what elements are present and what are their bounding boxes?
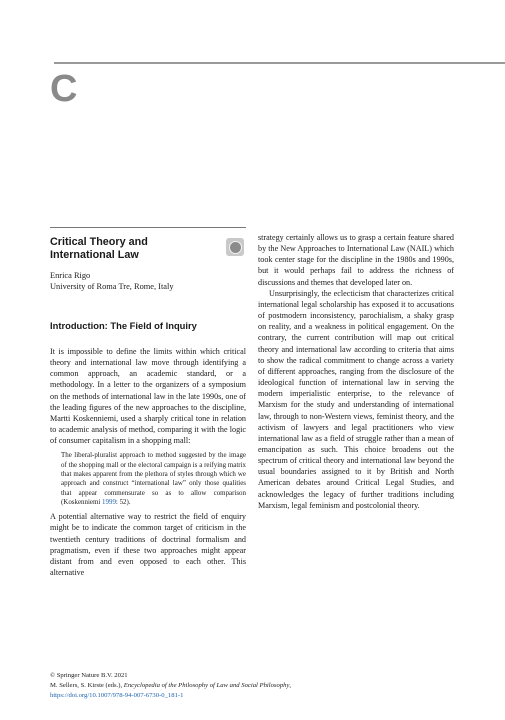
citation-link[interactable]: 1999 — [102, 497, 116, 506]
author-name: Enrica Rigo — [50, 271, 91, 280]
paragraph-1: It is impossible to define the limits within which critical theory and international law move through identifying a common approach, an academic standard, or a methodology. In a letter to the organizers of a symposium on the methods of international law in the late 1990s, one of the leading figures of the new approaches to the discipline, Martti Koskenniemi, used a sharply critical tone in relation to academic analysis of method, comparing it with the logic of consumer capitalism in a shopping mall: — [50, 347, 246, 446]
quote-text: The liberal-pluralist approach to method suggested by the image of the shopping mall or the electoral campaign is a reifying matrix that makes apparent from the plethora of styles through which we approach and construct “international law” only those qualities that appear commensurate so as to allow comparison (Koskenniemi — [61, 451, 246, 506]
doi-link[interactable]: https://doi.org/10.1007/978-94-007-6730-0_181-1 — [50, 691, 184, 699]
top-rule — [54, 62, 505, 64]
paragraph-2: A potential alternative way to restrict the field of enquiry might be to indicate the common target of criticism in the twentieth century traditions of doctrinal formalism and pragmatism, even if these two approaches might appear distant from and even opposed to each other. This alternative — [50, 512, 246, 577]
book-title: Encyclopedia of the Philosophy of Law and Social Philosophy — [123, 681, 290, 689]
section-letter: C — [50, 68, 78, 110]
author-affiliation: University of Roma Tre, Rome, Italy — [50, 282, 174, 291]
paragraph-2-continued: strategy certainly allows us to grasp a certain feature shared by the New Approaches to International Law (NAIL) which took center stage for the discipline in the 1980s and 1990s, but it would perhaps fail to address the richness of discussions and themes that developed later on. — [258, 233, 454, 287]
left-column — [50, 228, 246, 578]
entry-title: Critical Theory and International Law — [50, 236, 148, 261]
section-heading: Introduction: The Field of Inquiry — [50, 320, 197, 331]
block-quote — [61, 451, 246, 507]
right-column — [258, 232, 454, 511]
author-block — [50, 270, 246, 292]
citation-line: M. Sellers, S. Kirste (eds.), Encyclopedia of the Philosophy of Law and Social Philosophy, — [50, 681, 292, 689]
copyright: © Springer Nature B.V. 2021 — [50, 672, 128, 679]
paragraph-3: Unsurprisingly, the eclecticism that characterizes critical international legal scholarship has exposed it to accusations of postmodern inconsistency, parochialism, a shaky grasp on reality, and a weakness in political engagement. On the contrary, the current contribution will map out critical theory and international law according to criteria that aims to show the radical commitment to change across a variety of different approaches, ranging from the disclosure of the ideological function of international law in serving the modern imperialistic enterprise, to the relevance of Marxism for the study and understanding of international law, through to non-Western views, feminist theory, and the activism of lawyers and legal practitioners who view international law as a field of struggle rather than a mean of emancipation as such. This choice broadens out the spectrum of critical theory and international law beyond the usual boundaries assigned to it by British and North American debates around Critical Legal Studies, and acknowledges the legacy of further traditions including Marxism, legal feminism and postcolonial theory. — [258, 288, 454, 510]
check-for-updates-icon[interactable] — [226, 238, 244, 256]
quote-end: : 52). — [115, 497, 131, 506]
page-footer — [50, 671, 490, 700]
